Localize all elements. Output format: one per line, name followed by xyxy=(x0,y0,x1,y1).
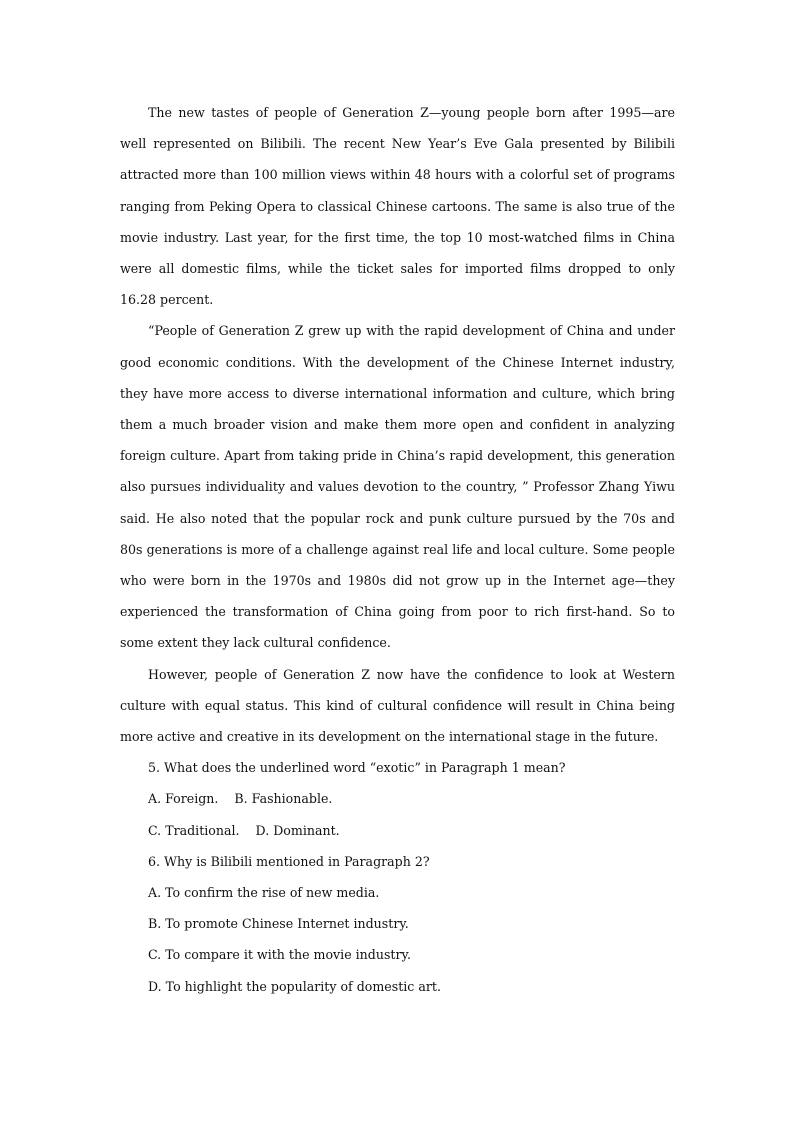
question-5-options-ab: A. Foreign. B. Fashionable. xyxy=(148,791,333,807)
question-5 xyxy=(120,752,675,846)
paragraph-2: “People of Generation Z grew up with the rapid development of China and under good economic conditions. With the development of the Chinese Internet industry, they have more access to diverse international information and culture, which bring them a much broader vision and make them more open and confident in analyzing foreign culture. Apart from taking pride in China’s rapid development, this generation also pursues individuality and values devotion to the country, ” Professor Zhang Yiwu said. He also noted that the popular rock and punk culture pursued by the 70s and 80s generations is more of a challenge against real life and local culture. Some people who were born in the 1970s and 1980s did not grow up in the Internet age—they experienced the transformation of China going from poor to rich first-hand. So to some extent they lack cultural confidence. xyxy=(120,323,675,651)
question-6-option-b: B. To promote Chinese Internet industry. xyxy=(148,916,409,932)
question-6-option-a: A. To confirm the rise of new media. xyxy=(148,885,380,901)
passage xyxy=(120,97,675,752)
document-page xyxy=(120,97,675,1002)
question-5-options-cd: C. Traditional. D. Dominant. xyxy=(148,822,340,838)
question-6 xyxy=(120,846,675,1002)
question-5-stem: 5. What does the underlined word “exotic” in Paragraph 1 mean? xyxy=(148,760,566,776)
paragraph-1: The new tastes of people of Generation Z—young people born after 1995—are well represented on Bilibili. The recent New Year’s Eve Gala presented by Bilibili attracted more than 100 million views within 48 hours with a colorful set of programs ranging from Peking Opera to classical Chinese cartoons. The same is also true of the movie industry. Last year, for the first time, the top 10 most-watched films in China were all domestic films, while the ticket sales for imported films dropped to only 16.28 percent. xyxy=(120,105,675,308)
question-6-option-d: D. To highlight the popularity of domestic art. xyxy=(148,978,441,994)
question-6-option-c: C. To compare it with the movie industry. xyxy=(148,947,411,963)
paragraph-3: However, people of Generation Z now have the confidence to look at Western culture with equal status. This kind of cultural confidence will result in China being more active and creative in its development on the international stage in the future. xyxy=(120,666,675,745)
question-6-stem: 6. Why is Bilibili mentioned in Paragraph 2? xyxy=(148,853,430,869)
